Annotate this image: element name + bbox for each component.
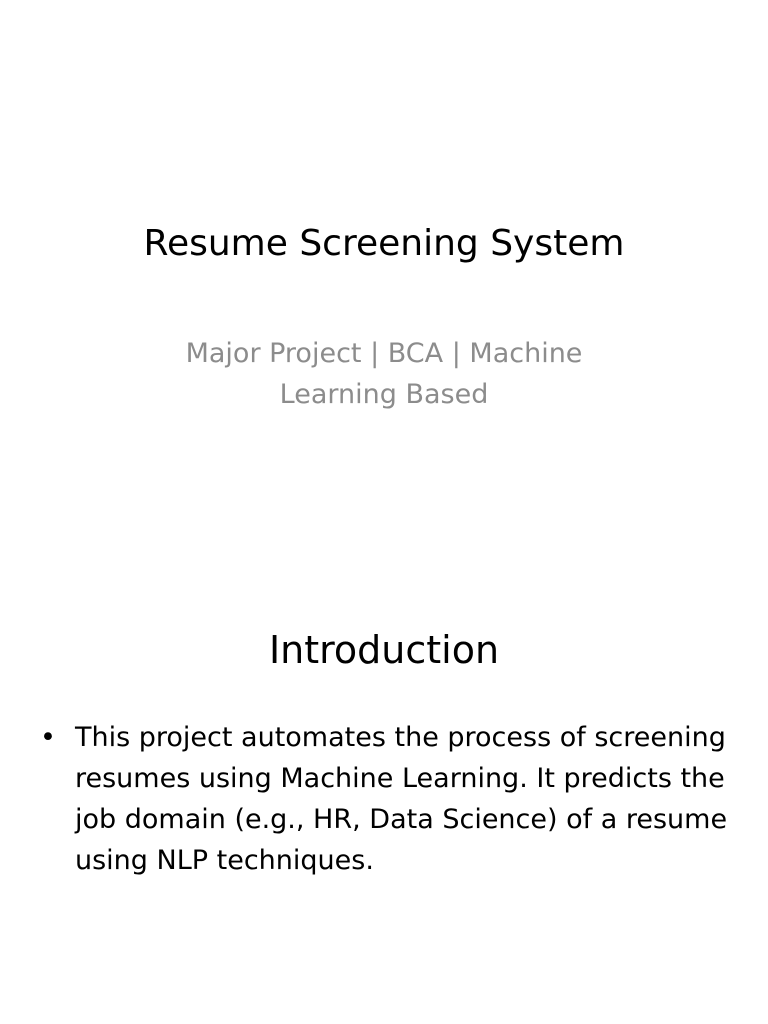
bullet-text: This project automates the process of screening resumes using Machine Learning. It predicts the job domain (e.g., HR, Data Science) of a resume using NLP techniques.	[75, 722, 728, 876]
slide-subtitle: Major Project | BCA | Machine Learning Based	[185, 338, 583, 410]
slide-title-heading: Resume Screening System	[143, 223, 625, 264]
bullet-point-icon: •	[40, 722, 56, 753]
bullet-list	[40, 717, 730, 881]
bullet-item	[40, 717, 730, 881]
introduction-heading: Introduction	[268, 628, 500, 672]
slide-introduction	[0, 512, 768, 1024]
